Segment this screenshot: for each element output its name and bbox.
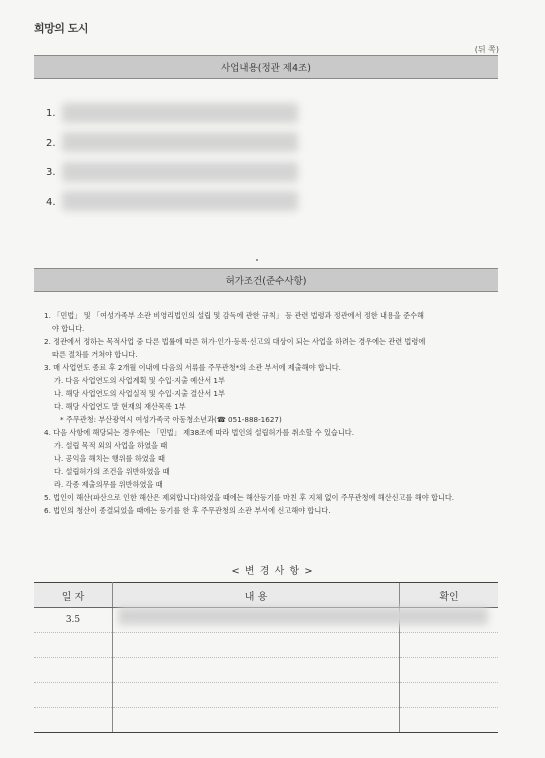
condition-line: 나. 해당 사업연도의 사업실적 및 수입·지출 결산서 1부 — [54, 389, 225, 398]
business-item-2-redacted — [62, 132, 298, 152]
changes-title: < 변 경 사 항 > — [231, 566, 314, 577]
header-content: 내 용 — [113, 583, 400, 608]
condition-line: 야 합니다. — [52, 324, 85, 333]
condition-line: 4. 다음 사항에 해당되는 경우에는 「민법」 제38조에 따라 법인의 설립허가를 취소할 수 있습니다. — [44, 428, 355, 437]
logo: 희망의 도시 — [34, 22, 88, 35]
table-row — [34, 708, 498, 733]
row-content — [113, 683, 400, 708]
condition-line: 1. 「민법」 및 「여성가족부 소관 비영리법인의 설립 및 감독에 관한 규칙」 등 관련 법령과 정관에서 정한 내용을 준수해 — [44, 311, 424, 320]
table-row — [34, 658, 498, 683]
condition-line: 나. 공익을 해치는 행위를 하였을 때 — [54, 454, 165, 463]
table-row — [34, 633, 498, 658]
condition-line: 5. 법인이 해산(파산으로 인한 해산은 제외합니다)하였을 때에는 해산등기를 마친 후 지체 없이 주무관청에 해산신고를 해야 합니다. — [44, 493, 455, 502]
condition-line: 다. 해당 사업연도 말 현재의 재산목록 1부 — [54, 402, 186, 411]
condition-line: * 주무관청: 부산광역시 여성가족국 아동청소년과(☎ 051-888-1627) — [60, 415, 282, 424]
row-content — [113, 708, 400, 733]
business-item-4-redacted — [62, 191, 298, 211]
business-item-2-number: 2. — [46, 138, 56, 149]
scan-speck — [256, 259, 258, 261]
business-section-title: 사업내용(정관 제4조) — [34, 55, 498, 79]
row-confirm — [400, 708, 499, 733]
row-date: 3.5 — [34, 608, 113, 633]
table-row — [34, 683, 498, 708]
business-item-1-number: 1. — [46, 108, 56, 119]
row-content — [113, 633, 400, 658]
changes-table — [34, 582, 498, 733]
condition-line: 가. 다음 사업연도의 사업계획 및 수입·지출 예산서 1부 — [54, 376, 225, 385]
condition-line: 가. 설립 목적 외의 사업을 하였을 때 — [54, 441, 168, 450]
condition-line: 6. 법인의 청산이 종결되었을 때에는 등기를 한 후 주무관청의 소관 부서에 신고해야 합니다. — [44, 506, 331, 515]
changes-header-row — [34, 583, 498, 608]
row-date — [34, 633, 113, 658]
conditions-list — [44, 309, 500, 517]
condition-line: 3. 매 사업연도 종료 후 2개월 이내에 다음의 서류를 주무관청*의 소관 부서에 제출해야 합니다. — [44, 363, 341, 372]
row-confirm — [400, 683, 499, 708]
row-confirm — [400, 658, 499, 683]
condition-line: 2. 정관에서 정하는 목적사업 중 다른 법률에 따른 허가·인가·등록·신고의 대상이 되는 사업을 하려는 경우에는 관련 법령에 — [44, 337, 426, 346]
row-date — [34, 683, 113, 708]
change-content-redacted — [118, 607, 488, 625]
business-item-3-number: 3. — [46, 167, 56, 178]
header-date: 일 자 — [34, 583, 113, 608]
condition-line: 라. 각종 제출의무를 위반하였을 때 — [54, 480, 163, 489]
row-date — [34, 708, 113, 733]
side-label: (뒤 쪽) — [474, 45, 499, 54]
business-item-1-redacted — [62, 103, 298, 123]
header-confirm: 확인 — [400, 583, 499, 608]
business-item-4-number: 4. — [46, 197, 56, 208]
condition-line: 따른 절차를 거쳐야 합니다. — [52, 350, 138, 359]
conditions-section-title: 허가조건(준수사항) — [34, 268, 498, 292]
row-content — [113, 658, 400, 683]
row-date — [34, 658, 113, 683]
business-item-3-redacted — [62, 162, 298, 182]
row-confirm — [400, 633, 499, 658]
condition-line: 다. 설립허가의 조건을 위반하였을 때 — [54, 467, 170, 476]
